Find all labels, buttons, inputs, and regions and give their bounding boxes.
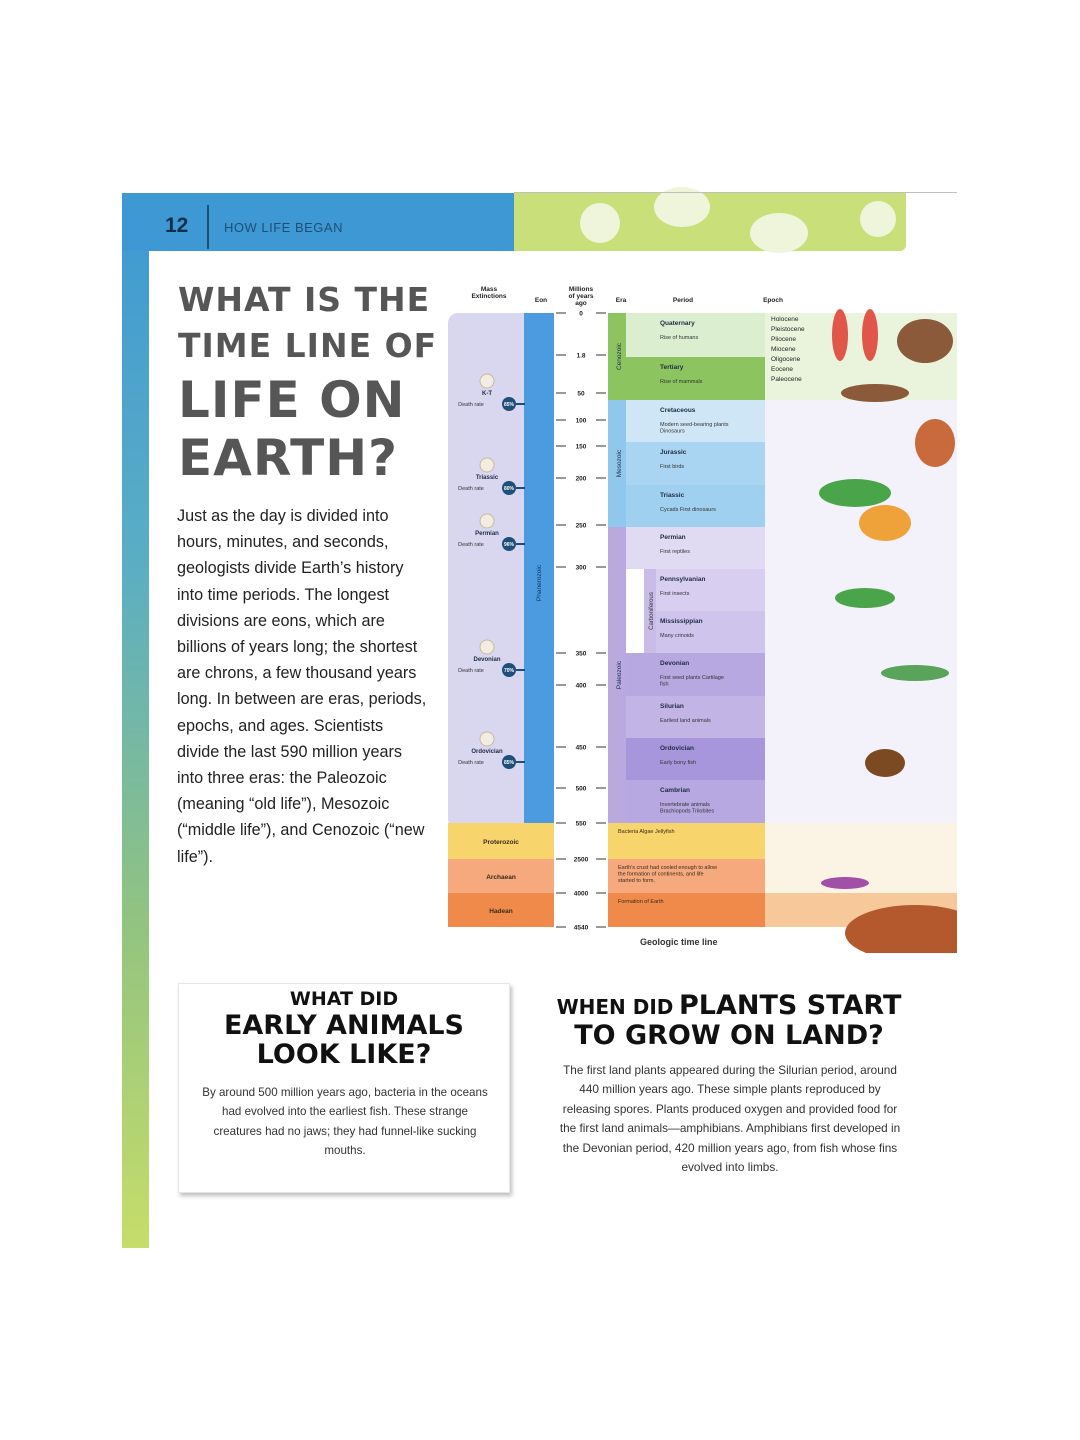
- period-name: Mississippian: [660, 618, 703, 625]
- early-animals-title-small: WHAT DID: [289, 988, 399, 1010]
- extinction-name: Ordovician: [471, 749, 503, 755]
- precambrian-note: Formation of Earth: [618, 899, 664, 905]
- precambrian-note: Earth’s crust had cooled enough to allow: [618, 865, 717, 871]
- creature-illustration: [897, 319, 953, 363]
- period-name: Cambrian: [660, 787, 690, 794]
- period-note: First seed plants Cartilage: [660, 675, 724, 681]
- mya-tick-label: 300: [575, 564, 587, 572]
- header-mya: of years: [568, 293, 594, 300]
- intro-paragraph: Just as the day is divided into hours, minutes, and seconds, geologists divide Earth’s history into time periods. The longest divisions are eons, which are billions of years long; the shortest are chrons, a few thousand years long. In between are eras, periods, epochs, and ages. Scientists divide the last 590 million years into three eras: the Paleozoic (meaning “old life”), Mesozoic (“middle life”), and Cenozoic (“new life”).: [177, 507, 427, 866]
- period-name: Tertiary: [660, 364, 684, 371]
- period-name: Ordovician: [660, 745, 694, 752]
- land-plants-text: The first land plants appeared during the Silurian period, around 440 million years ago. These simple plants reproduced by releasing spores. Plants produced oxygen and provided food for the first land animals—amphibians. Amphibians first developed in the Devonian period, 420 million years ago, from fish whose fins evolved into limbs.: [559, 1063, 901, 1175]
- extinction-death-rate-label: Death rate: [458, 542, 484, 548]
- page-side-strip: [122, 193, 149, 1248]
- period-note: First birds: [660, 464, 685, 470]
- period-note: First insects: [660, 591, 690, 597]
- mya-tick-label: 150: [575, 443, 587, 451]
- creature-illustration: [832, 309, 848, 361]
- precambrian-illustration-band: [765, 823, 957, 859]
- header-era: Era: [615, 297, 627, 304]
- period-row: [626, 527, 765, 569]
- death-rate-value: 70%: [503, 668, 515, 674]
- era-label: Cenozoic: [616, 342, 623, 371]
- mya-tick-label: 4540: [573, 924, 589, 932]
- extinction-name: Permian: [475, 531, 499, 537]
- skull-icon: [480, 374, 494, 388]
- period-name: Silurian: [660, 703, 684, 710]
- epoch-label: Holocene: [771, 316, 799, 323]
- main-title: [178, 280, 438, 491]
- extinction-name: Devonian: [473, 657, 501, 663]
- period-name: Triassic: [660, 492, 685, 499]
- extinction-death-rate-label: Death rate: [458, 486, 484, 492]
- mya-tick-label: 450: [575, 744, 587, 752]
- period-row: [626, 400, 765, 442]
- creature-illustration: [881, 665, 949, 681]
- globe-icon: [580, 203, 620, 243]
- period-note: Cycads First dinosaurs: [660, 507, 716, 513]
- geologic-timeline-svg: [445, 283, 957, 953]
- early-animals-title: [179, 990, 509, 1070]
- death-rate-value: 80%: [503, 486, 515, 492]
- precambrian-eon-label: Archaean: [486, 874, 516, 881]
- early-animals-title-big: EARLY ANIMALS: [223, 1010, 465, 1041]
- period-note: Rise of mammals: [660, 379, 703, 385]
- page-number: 12: [165, 214, 189, 237]
- mya-tick-label: 200: [575, 475, 587, 483]
- header-rule: [514, 192, 957, 193]
- mya-tick-label: 250: [575, 522, 587, 530]
- skull-icon: [480, 458, 494, 472]
- creature-illustration: [841, 384, 909, 402]
- precambrian-eon-label: Proterozoic: [483, 839, 519, 846]
- period-note: Many crinoids: [660, 633, 694, 639]
- death-rate-value: 85%: [503, 760, 515, 766]
- epoch-label: Pliocene: [771, 336, 796, 343]
- mya-tick-label: 100: [575, 417, 587, 425]
- creature-illustration: [862, 309, 878, 361]
- epoch-label: Eocene: [771, 366, 794, 373]
- header-illustration-band: [514, 193, 906, 251]
- mya-tick-label: 400: [575, 682, 587, 690]
- header-period: Period: [672, 297, 694, 304]
- main-title-line: EARTH?: [178, 429, 399, 487]
- mya-tick-label: 4000: [573, 890, 589, 898]
- precambrian-eon-label: Hadean: [489, 908, 513, 915]
- precambrian-note: the formation of continents, and life: [618, 871, 704, 878]
- header-mass-extinctions: Mass: [480, 286, 498, 293]
- era-label: Paleozoic: [616, 660, 623, 690]
- extinction-death-rate-label: Death rate: [458, 760, 484, 766]
- extinction-name: K-T: [482, 391, 492, 397]
- header-divider: [207, 205, 209, 249]
- creature-illustration: [859, 505, 911, 541]
- timeline-caption: Geologic time line: [640, 937, 718, 947]
- creature-illustration: [915, 419, 955, 467]
- mya-tick-label: 0: [579, 310, 583, 318]
- period-row: [626, 738, 765, 780]
- epoch-label: Pleistocene: [771, 326, 805, 333]
- globe-icon: [860, 201, 896, 237]
- era-label: Mesozoic: [616, 449, 623, 478]
- mya-tick-label: 1.8: [576, 352, 586, 360]
- creature-illustration: [821, 877, 869, 889]
- period-note: Modern seed-bearing plants: [660, 422, 729, 428]
- mya-tick-label: 550: [575, 820, 587, 828]
- period-name: Quaternary: [660, 320, 695, 327]
- mya-tick-label: 500: [575, 785, 587, 793]
- period-row: [626, 485, 765, 527]
- skull-icon: [480, 514, 494, 528]
- land-plants-title-small: WHEN DID: [556, 995, 674, 1019]
- globe-icon: [750, 213, 808, 253]
- mya-tick-label: 350: [575, 650, 587, 658]
- period-note: Earliest land animals: [660, 718, 711, 724]
- land-plants-title-big: TO GROW ON LAND?: [574, 1020, 884, 1051]
- period-note: First reptiles: [660, 549, 690, 555]
- death-rate-value: 85%: [503, 402, 515, 408]
- period-name: Devonian: [660, 660, 690, 667]
- header-mya: ago: [575, 300, 587, 307]
- header-mass-extinctions: Extinctions: [471, 293, 507, 300]
- precambrian-illustration-band: [765, 859, 957, 893]
- precambrian-note: started to form.: [618, 878, 655, 884]
- skull-icon: [480, 640, 494, 654]
- early-animals-title-big: LOOK LIKE?: [256, 1039, 432, 1070]
- creature-illustration: [819, 479, 891, 507]
- period-name: Jurassic: [660, 449, 687, 456]
- period-note: Dinosaurs: [660, 428, 685, 435]
- early-animals-box: [178, 983, 510, 1193]
- main-title-line: WHAT IS THE: [178, 280, 431, 319]
- geologic-timeline: [445, 283, 957, 953]
- mya-tick-label: 2500: [573, 856, 589, 864]
- period-note: Invertebrate animals: [660, 802, 710, 808]
- extinction-death-rate-label: Death rate: [458, 668, 484, 674]
- period-note: fish: [660, 681, 669, 688]
- period-row: [626, 442, 765, 485]
- epoch-label: Paleocene: [771, 376, 802, 383]
- epoch-label: Oligocene: [771, 356, 801, 363]
- period-note: Early bony fish: [660, 760, 697, 766]
- precambrian-note: Bacteria Algae Jellyfish: [618, 829, 675, 835]
- extinction-death-rate-label: Death rate: [458, 402, 484, 408]
- carboniferous-label: Carboniferous: [649, 592, 655, 630]
- period-name: Cretaceous: [660, 407, 696, 414]
- period-row: [626, 696, 765, 738]
- period-note: Rise of humans: [660, 335, 699, 341]
- eon-label-phanerozoic: Phanerozoic: [536, 564, 543, 602]
- header-mya: Millions: [568, 286, 594, 293]
- header-eon: Eon: [534, 297, 548, 304]
- section-label: HOW LIFE BEGAN: [224, 220, 343, 235]
- globe-icon: [654, 187, 710, 227]
- land-plants-title: [553, 992, 905, 1052]
- early-animals-text: By around 500 million years ago, bacteria in the oceans had evolved into the earliest fish. These strange creatures had no jaws; they had funnel-like sucking mouths.: [202, 1086, 488, 1158]
- header-epoch: Epoch: [763, 297, 783, 304]
- creature-illustration: [835, 588, 895, 608]
- period-name: Pennsylvanian: [660, 576, 706, 583]
- skull-icon: [480, 732, 494, 746]
- creature-illustration: [865, 749, 905, 777]
- extinction-name: Triassic: [475, 475, 499, 481]
- period-name: Permian: [660, 534, 686, 541]
- mya-tick-label: 50: [577, 390, 585, 398]
- land-plants-title-big: PLANTS START: [678, 990, 902, 1021]
- main-title-line: LIFE ON: [178, 371, 406, 429]
- epoch-label: Miocene: [771, 346, 796, 353]
- main-title-line: TIME LINE OF: [178, 326, 438, 365]
- death-rate-value: 96%: [503, 542, 515, 548]
- period-note: Brachiopods Trilobites: [660, 808, 715, 815]
